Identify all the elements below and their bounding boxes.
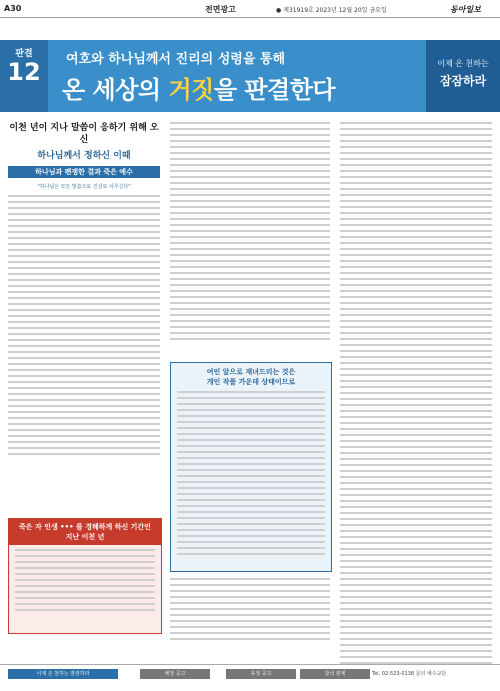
- header-divider: [0, 17, 500, 18]
- section-subheading: 하나님과 팬쟁한 결과 죽은 예수: [8, 166, 160, 178]
- footer-contact: Tel. 02-523-0138 문의 예수교단: [372, 671, 447, 677]
- article-title-line2: 하나님께서 정하신 이때: [37, 151, 131, 161]
- middle-column: [170, 122, 330, 344]
- right-column: [340, 122, 492, 691]
- slogan-big: 잠잠하라: [439, 74, 487, 88]
- headline-part-1: 온 세상의: [62, 76, 169, 104]
- red-callout-box: [8, 518, 162, 634]
- red-callout-body: [9, 545, 161, 619]
- issue-meta: ● 제31919호 2023년 12월 20일 금요일: [276, 7, 387, 14]
- blue-callout-title-line2: 개인 작품 가운데 상태이므로: [206, 378, 296, 386]
- blue-callout-box: [170, 362, 332, 572]
- blue-callout-title: [171, 363, 331, 389]
- section-label: 전면광고: [205, 5, 236, 14]
- footer-tab-announcement: 유정 공고: [226, 669, 296, 679]
- footer-tab-main: 이제 온 천하는 잠잠하라: [8, 669, 118, 679]
- slogan-block: [426, 40, 500, 112]
- middle-column-lower: [170, 578, 330, 644]
- blue-callout-body: [171, 389, 331, 561]
- banner-headline: [62, 70, 335, 105]
- headline-part-2: 을 판결한다: [213, 76, 336, 104]
- footer-tab-notice: 예정 공고: [140, 669, 210, 679]
- footer-tab-attendance: 참석 관계: [300, 669, 370, 679]
- newspaper-logo: 동아일보: [450, 5, 481, 14]
- headline-banner: [0, 40, 500, 112]
- part-label: 판결: [15, 49, 33, 59]
- left-column: [8, 122, 160, 459]
- part-block: [0, 40, 48, 112]
- slogan-small: 이제 온 천하는: [437, 59, 489, 68]
- banner-subtitle: 여호와 하나님께서 진리의 성령을 통해: [66, 52, 286, 67]
- footer-bar: [0, 664, 500, 691]
- page-number: A30: [4, 4, 22, 13]
- red-callout-title-line1: 죽은 자 인생 ••• 를 경해하게 하신 기간인: [19, 523, 151, 531]
- part-number: 12: [7, 58, 41, 86]
- red-callout-title: [9, 519, 161, 545]
- left-body-text: [8, 195, 160, 455]
- pull-quote: "하나님은 모든 말씀으로 진실로 이루신다": [37, 184, 131, 191]
- blue-callout-title-line1: 여인 앞으로 재녀드리는 것은: [206, 368, 296, 376]
- red-callout-title-line2: 지난 이천 년: [65, 533, 105, 541]
- headline-highlight: 거짓: [168, 76, 214, 104]
- article-title-line1: 이천 년이 지나 말씀이 응하기 위해 오신: [9, 123, 159, 145]
